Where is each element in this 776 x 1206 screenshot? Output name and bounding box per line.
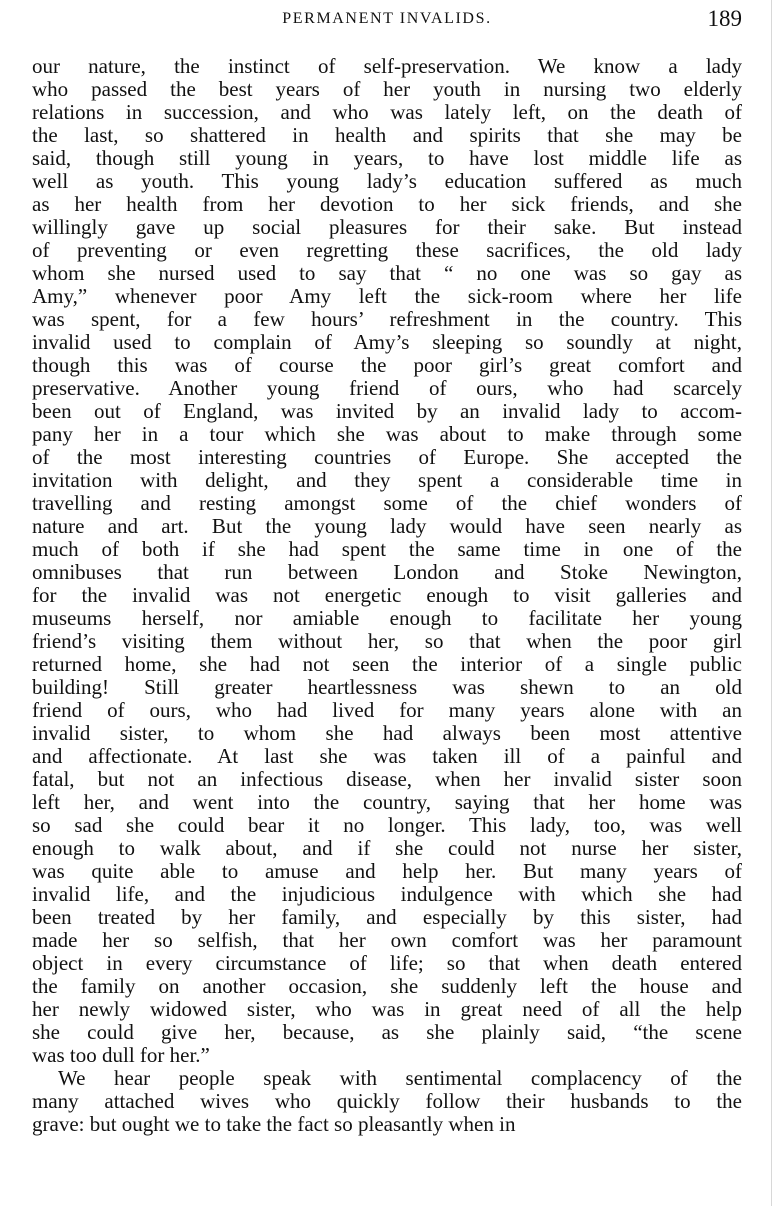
text-line: building! Still greater heartlessness was shewn to an old — [32, 675, 742, 699]
text-line: invalid sister, to whom she had always been most attentive — [32, 721, 742, 745]
page-edge-rule — [771, 0, 772, 1206]
text-line: for the invalid was not energetic enough to visit galleries and — [32, 583, 742, 607]
text-line: who passed the best years of her youth in nursing two elderly — [32, 77, 742, 101]
text-line: was quite able to amuse and help her. But many years of — [32, 859, 742, 883]
text-line: nature and art. But the young lady would have seen nearly as — [32, 514, 742, 538]
text-line: was spent, for a few hours’ refreshment in the country. This — [32, 307, 742, 331]
text-line: the family on another occasion, she suddenly left the house and — [32, 974, 742, 998]
paragraph — [32, 55, 742, 1067]
text-line: was too dull for her.” — [32, 1043, 210, 1067]
text-line: invitation with delight, and they spent a considerable time in — [32, 468, 742, 492]
text-line: left her, and went into the country, saying that her home was — [32, 790, 742, 814]
text-line: travelling and resting amongst some of the chief wonders of — [32, 491, 742, 515]
text-line: well as youth. This young lady’s education suffered as much — [32, 169, 742, 193]
running-header — [32, 6, 742, 32]
text-line: her newly widowed sister, who was in great need of all the help — [32, 997, 742, 1021]
paragraph — [32, 1067, 742, 1136]
text-line: of preventing or even regretting these sacrifices, the old lady — [32, 238, 742, 262]
text-line: the last, so shattered in health and spirits that she may be — [32, 123, 742, 147]
text-line: much of both if she had spent the same time in one of the — [32, 537, 742, 561]
text-line: grave: but ought we to take the fact so pleasantly when in — [32, 1112, 516, 1136]
text-line: omnibuses that run between London and Stoke Newington, — [32, 560, 742, 584]
text-line: friend’s visiting them without her, so that when the poor girl — [32, 629, 742, 653]
text-line: said, though still young in years, to have lost middle life as — [32, 146, 742, 170]
text-line: willingly gave up social pleasures for their sake. But instead — [32, 215, 742, 239]
text-line: and affectionate. At last she was taken ill of a painful and — [32, 744, 742, 768]
text-line: our nature, the instinct of self-preservation. We know a lady — [32, 54, 742, 78]
text-line: fatal, but not an infectious disease, when her invalid sister soon — [32, 767, 742, 791]
text-line: museums herself, nor amiable enough to facilitate her young — [32, 606, 742, 630]
text-line: whom she nursed used to say that “ no one was so gay as — [32, 261, 742, 285]
text-line: been out of England, was invited by an invalid lady to accom- — [32, 399, 742, 423]
text-line: been treated by her family, and especially by this sister, had — [32, 905, 742, 929]
text-line: so sad she could bear it no longer. This lady, too, was well — [32, 813, 742, 837]
text-line: friend of ours, who had lived for many years alone with an — [32, 698, 742, 722]
text-line: invalid used to complain of Amy’s sleeping so soundly at night, — [32, 330, 742, 354]
text-line: made her so selfish, that her own comfort was her paramount — [32, 928, 742, 952]
running-title: PERMANENT INVALIDS. — [282, 10, 492, 27]
text-line: she could give her, because, as she plainly said, “the scene — [32, 1020, 742, 1044]
text-line: though this was of course the poor girl’s great comfort and — [32, 353, 742, 377]
body-text — [32, 55, 742, 1136]
text-line: preservative. Another young friend of ours, who had scarcely — [32, 376, 742, 400]
text-line: returned home, she had not seen the interior of a single public — [32, 652, 742, 676]
text-line: object in every circumstance of life; so that when death entered — [32, 951, 742, 975]
text-line: pany her in a tour which she was about to make through some — [32, 422, 742, 446]
text-line: relations in succession, and who was lately left, on the death of — [32, 100, 742, 124]
text-line: enough to walk about, and if she could not nurse her sister, — [32, 836, 742, 860]
text-line: invalid life, and the injudicious indulgence with which she had — [32, 882, 742, 906]
page-number: 189 — [707, 6, 742, 31]
text-line: We hear people speak with sentimental complacency of the — [58, 1066, 742, 1090]
text-line: of the most interesting countries of Europe. She accepted the — [32, 445, 742, 469]
text-line: Amy,” whenever poor Amy left the sick-room where her life — [32, 284, 742, 308]
text-line: as her health from her devotion to her sick friends, and she — [32, 192, 742, 216]
text-line: many attached wives who quickly follow their husbands to the — [32, 1089, 742, 1113]
